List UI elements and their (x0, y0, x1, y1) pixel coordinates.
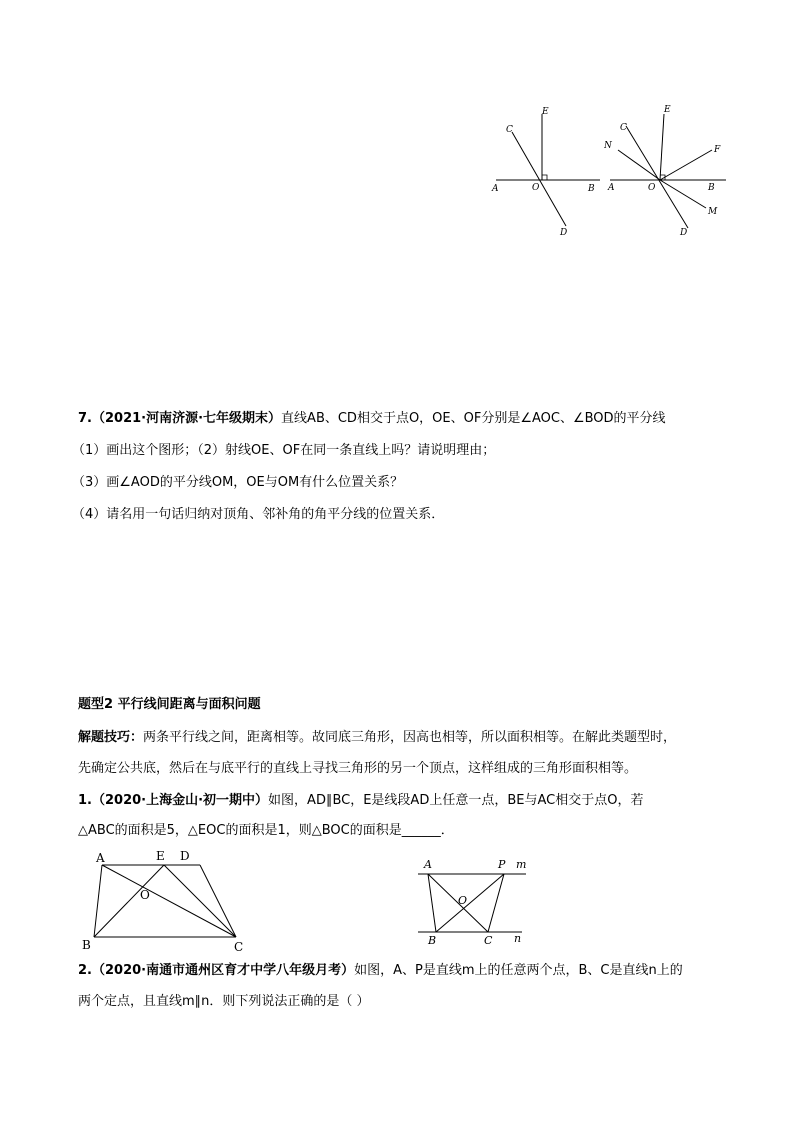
label-O: O (648, 183, 656, 193)
question-7-part-3: （3）画∠AOD的平分线OM，OE与OM有什么位置关系？ (72, 475, 404, 490)
label-A: A (96, 851, 105, 865)
question-2-line-1 (78, 962, 683, 980)
label-A: A (608, 183, 615, 193)
label-M: M (708, 207, 718, 217)
technique-tip-line-1 (78, 729, 676, 747)
question-2-text-1: 如图，A、P是直线m上的任意两个点，B、C是直线n上的 (354, 963, 683, 978)
question-1-line-1 (78, 792, 643, 810)
label-B: B (588, 184, 595, 194)
label-C: C (506, 125, 513, 135)
figure-angle-bisector-2 (604, 100, 734, 240)
figure-trapezoid (80, 845, 260, 957)
question-7-text: 直线AB、CD相交于点O，OE、OF分别是∠AOC、∠BOD的平分线 (281, 411, 666, 426)
question-2-line-2: 两个定点，且直线m∥n．则下列说法正确的是（ ） (78, 994, 370, 1009)
figure-angle-bisector-1 (488, 100, 606, 240)
technique-tip-line-2: 先确定公共底，然后在与底平行的直线上寻找三角形的另一个顶点，这样组成的三角形面积相等。 (78, 761, 638, 776)
label-m: m (516, 858, 527, 871)
technique-tip-label: 解题技巧： (78, 730, 144, 745)
question-7-prefix: 7.（2021·河南济源·七年级期末） (78, 411, 282, 426)
label-C: C (234, 940, 244, 954)
question-7-stem (78, 410, 666, 428)
question-7-part-1-2: （1）画出这个图形；（2）射线OE、OF在同一条直线上吗？请说明理由； (72, 443, 496, 458)
question-1-line-2: △ABC的面积是5，△EOC的面积是1，则△BOC的面积是______． (78, 823, 454, 838)
label-O: O (532, 183, 540, 193)
question-2-prefix: 2.（2020·南通市通州区育才中学八年级月考） (78, 963, 355, 978)
label-n: n (514, 932, 522, 945)
question-1-prefix: 1.（2020·上海金山·初一期中） (78, 793, 269, 808)
label-A: A (424, 858, 432, 871)
label-C: C (620, 123, 627, 133)
label-D: D (680, 228, 688, 238)
label-F: F (714, 145, 721, 155)
label-N: N (604, 141, 612, 151)
label-D: D (560, 228, 568, 238)
label-B: B (428, 934, 437, 947)
label-O: O (458, 894, 468, 907)
label-B: B (82, 938, 91, 952)
label-C: C (484, 934, 493, 947)
figure-parallel-lines (414, 852, 544, 948)
section-heading: 题型2 平行线间距离与面积问题 (78, 697, 261, 712)
label-D: D (180, 849, 190, 863)
label-O: O (140, 888, 150, 902)
label-P: P (498, 858, 506, 871)
label-E: E (664, 105, 671, 115)
label-E: E (156, 849, 165, 863)
question-7-part-4: （4）请名用一句话归纳对顶角、邻补角的角平分线的位置关系． (72, 507, 445, 522)
technique-tip-text-1: 两条平行线之间，距离相等。故同底三角形，因高也相等，所以面积相等。在解此类题型时， (143, 730, 677, 745)
label-A: A (492, 184, 499, 194)
question-1-text-1: 如图，AD∥BC，E是线段AD上任意一点，BE与AC相交于点O，若 (268, 793, 644, 808)
label-E: E (542, 107, 549, 117)
label-B: B (708, 183, 715, 193)
